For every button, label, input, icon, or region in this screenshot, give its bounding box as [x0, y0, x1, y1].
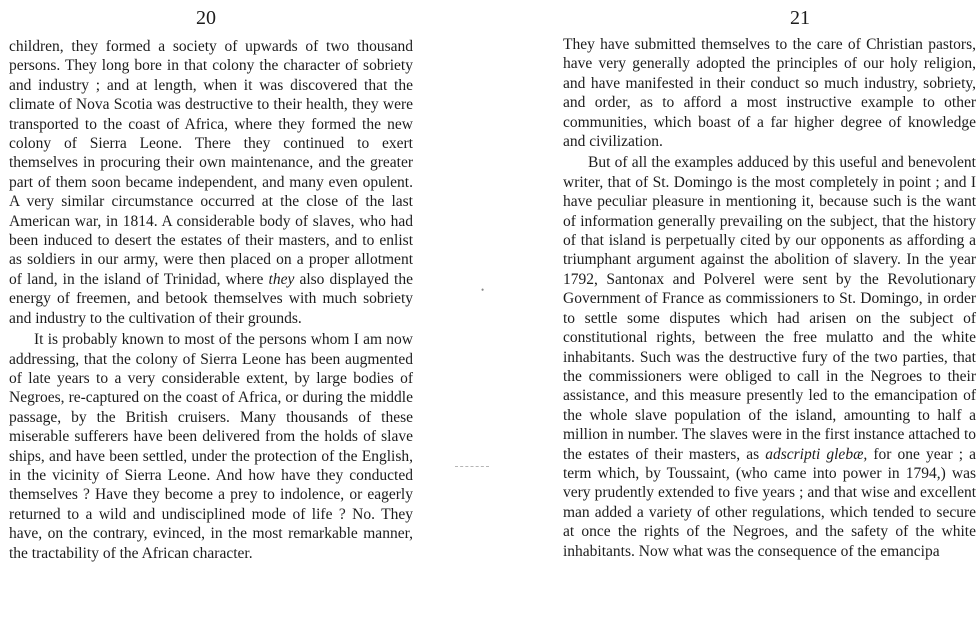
- right-page: [540, 0, 980, 625]
- text-run: But of all the examples adduced by this useful and benevolent writer, that of St. Domingo is the most completely in point ; and I have peculiar pleasure in mentioning it, because such is the want of information generally prevailing on the subject, that the history of that island is perpetually cited by our opponents as affording a triumphant argument against the abolition of slavery. In the year 1792, Santonax and Polverel were sent by the Revolutionary Government of France as commissioners to St. Domingo, in order to settle some disputes which had arisen on the subject of constitutional rights, between the free mulatto and the white inhabitants. Such was the destructive fury of the two parties, that the commissioners were obliged to call in the Negroes to their assistance, and this measure presently led to the emancipation of the whole slave population of the island, amounting to half a million in number. The slaves were in the first instance attached to the estates of their masters, as: [563, 154, 976, 463]
- right-page-text: [563, 35, 976, 561]
- left-page-text: [9, 37, 413, 563]
- paragraph-right-2: [563, 153, 976, 561]
- print-speck: •: [481, 285, 485, 295]
- italic-text: adscripti glebæ,: [765, 445, 868, 463]
- text-run: for one year ; a term which, by Toussaint, (who came into power in 1794,) was very prudently extended to five years ; and that wise and excellent man added a variety of other regulations, which tended to secure at once the rights of the Negroes, and the safety of the white inhabitants. Now what was the consequence of the emancipa: [563, 445, 976, 560]
- gutter-rule: [455, 466, 489, 467]
- paragraph-left-2: It is probably known to most of the persons whom I am now addressing, that the colony of Sierra Leone has been augmented of late years to a very considerable extent, by large bodies of Negroes, re-captured on the coast of Africa, or during the middle passage, by the British cruisers. Many thousands of these miserable sufferers have been delivered from the holds of slave ships, and have been settled, under the protection of the English, in the vicinity of Sierra Leone. And how have they conducted themselves ? Have they become a prey to indolence, or eagerly returned to a wild and undisciplined mode of life ? No. They have, on the contrary, evinced, in the most remarkable manner, the tractability of the African character.: [9, 331, 413, 562]
- paragraph-left-1: [9, 37, 413, 328]
- paragraph-right-1: They have submitted themselves to the care of Christian pastors, have very generally adopted the principles of our holy religion, and have manifested in their conduct so much industry, sobriety, and order, as to afford a most instructive example to other communities, which boast of a far higher degree of knowledge and civilization.: [563, 36, 976, 151]
- text-run: also displayed the energy of freemen, and betook themselves with much sobriety and industry to the cultivation of their grounds.: [9, 270, 413, 327]
- italic-text: they: [268, 270, 295, 288]
- left-page: [0, 0, 440, 625]
- page-number-left: 20: [196, 7, 216, 29]
- page-number-right: 21: [790, 7, 810, 29]
- text-run: children, they formed a society of upwards of two thousand persons. They long bore in that colony the character of sobriety and industry ; and at length, when it was discovered that the climate of Nova Scotia was destructive to their health, they were transported to the coast of Africa, where they formed the new colony of Sierra Leone. There they continued to exert themselves in procuring their own maintenance, and the greater part of them soon became independent, and many even opulent. A very similar circumstance occurred at the close of the last American war, in 1814. A considerable body of slaves, who had been induced to desert the estates of their masters, and to enlist as soldiers in our army, were then placed on a proper allotment of land, in the island of Trinidad, where: [9, 38, 413, 288]
